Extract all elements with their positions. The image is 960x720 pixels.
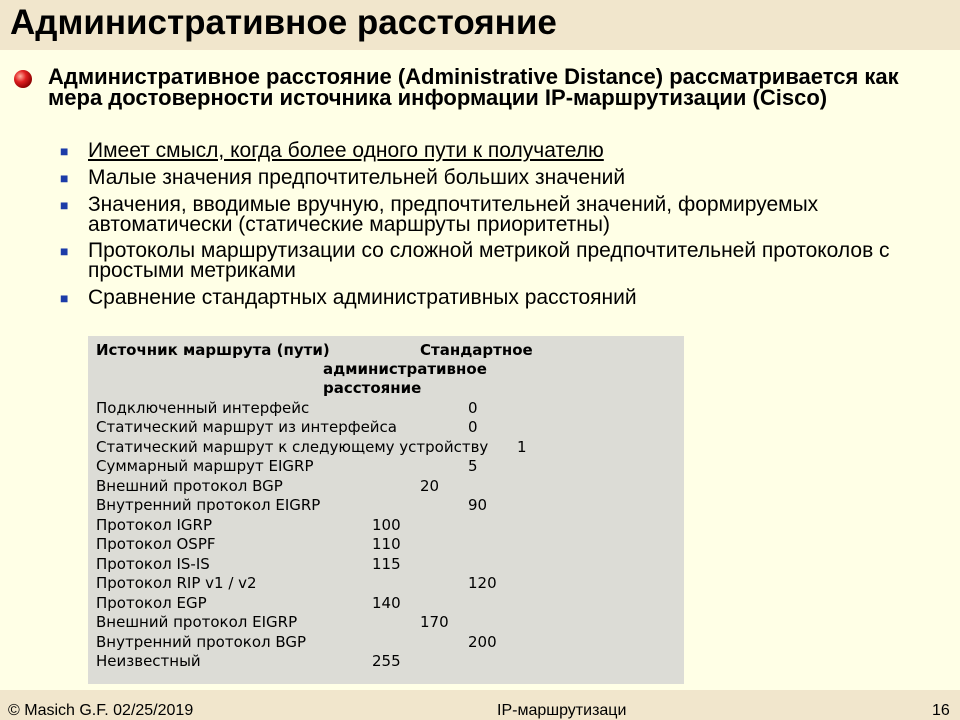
- table-row-distance: 0: [468, 418, 478, 436]
- table-row-distance: 200: [468, 633, 497, 651]
- table-row-distance: 140: [372, 594, 401, 612]
- bullet-4: Протоколы маршрутизации со сложной метрикой предпочтительней протоколов с простыми метриками: [88, 239, 890, 282]
- table-header-distance: расстояние: [323, 379, 422, 397]
- table-row-source: Подключенный интерфейс: [96, 399, 310, 417]
- slide-title: Административное расстояние: [10, 3, 557, 42]
- table-row-distance: 170: [420, 613, 449, 631]
- table-row-distance: 0: [468, 399, 478, 417]
- main-point: Административное расстояние (Administrative Distance) рассматривается как мера достоверности источника информации IP-маршрутизации (Cisco): [48, 64, 899, 110]
- table-row-source: Неизвестный: [96, 652, 201, 670]
- bullet-3: Значения, вводимые вручную, предпочтительней значений, формируемых автоматически (статические маршруты приоритетны): [88, 193, 819, 236]
- table-row-distance: 255: [372, 652, 401, 670]
- table-row-distance: 5: [468, 457, 478, 475]
- sub-bullet-icon: ■: [60, 290, 69, 306]
- table-row-source: Статический маршрут из интерфейса: [96, 418, 397, 436]
- table-row-source: Внешний протокол EIGRP: [96, 613, 298, 631]
- main-bullet-icon: [14, 70, 32, 88]
- table-row-source: Внутренний протокол EIGRP: [96, 496, 321, 514]
- table-row-source: Протокол IGRP: [96, 516, 213, 534]
- bullet-1: Имеет смысл, когда более одного пути к получателю: [88, 139, 604, 162]
- table-row-distance: 100: [372, 516, 401, 534]
- sub-bullet-icon: ■: [60, 170, 69, 186]
- sub-bullet-icon: ■: [60, 143, 69, 159]
- table-row-source: Внутренний протокол BGP: [96, 633, 307, 651]
- table-row-source: Протокол RIP v1 / v2: [96, 574, 257, 592]
- table-row-distance: 90: [468, 496, 488, 514]
- table-row-distance: 1: [517, 438, 527, 456]
- table-header-distance: административное: [323, 360, 487, 378]
- table-row-distance: 115: [372, 555, 401, 573]
- table-row-source: Статический маршрут к следующему устройству: [96, 438, 489, 456]
- footer-title: IP-маршрутизаци: [497, 702, 627, 719]
- page-number: 16: [932, 702, 950, 719]
- sub-bullet-icon: ■: [60, 243, 69, 259]
- table-row-source: Протокол IS-IS: [96, 555, 210, 573]
- sub-bullet-icon: ■: [60, 197, 69, 213]
- table-row-source: Протокол OSPF: [96, 535, 216, 553]
- table-row-source: Протокол EGP: [96, 594, 207, 612]
- table-row-source: Суммарный маршрут EIGRP: [96, 457, 314, 475]
- table-row-source: Внешний протокол BGP: [96, 477, 283, 495]
- footer-copyright: © Masich G.F. 02/25/2019: [8, 702, 194, 719]
- table-row-distance: 20: [420, 477, 440, 495]
- bullet-2: Малые значения предпочтительней больших значений: [88, 166, 626, 189]
- table-row-distance: 110: [372, 535, 401, 553]
- table-header-source: Источник маршрута (пути): [96, 341, 330, 359]
- bullet-5: Сравнение стандартных административных расстояний: [88, 286, 637, 309]
- table-header-distance: Стандартное: [420, 341, 533, 359]
- table-row-distance: 120: [468, 574, 497, 592]
